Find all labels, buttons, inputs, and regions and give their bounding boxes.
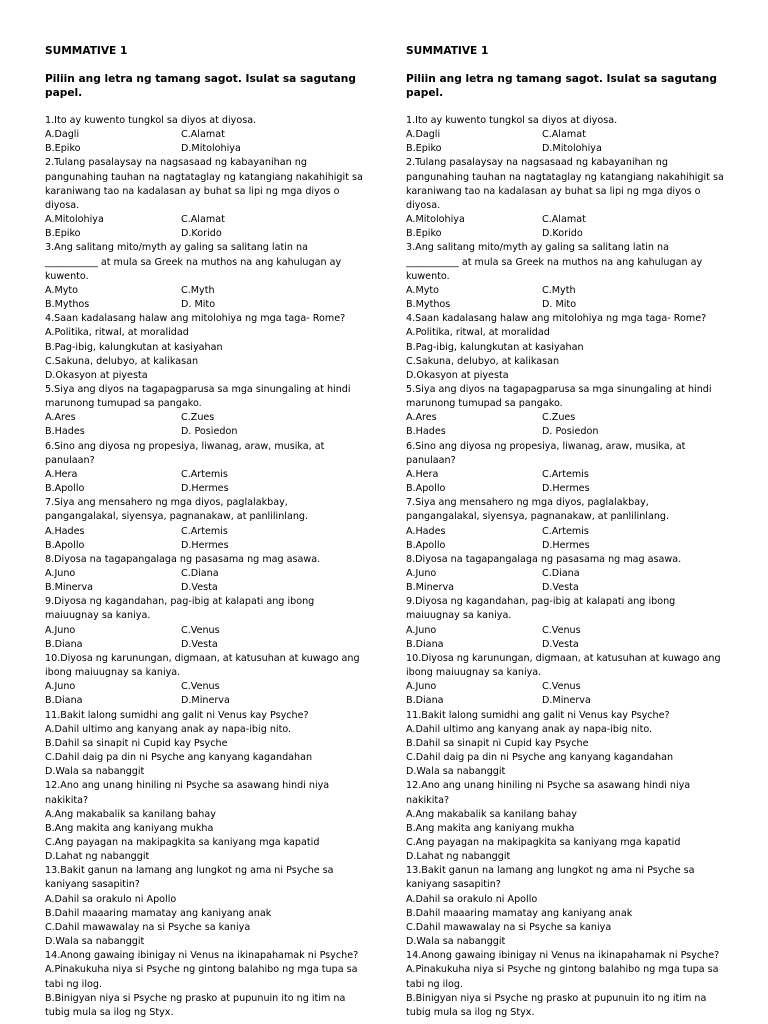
answer-option: A.Hades [45,525,85,537]
answer-option: B.Mythos [45,299,90,311]
answer-option: A.Dahil ultimo ang kanyang anak ay napa-ibig nito. [45,723,292,735]
answer-option: D.Hermes [181,483,229,495]
answer-option: C.Ang payagan na makipagkita sa kaniyang mga kapatid [45,836,320,848]
instructions: Piliin ang letra ng tamang sagot. Isulat sa sagutang papel. [45,73,356,99]
answer-option: D.Mitolohiya [181,143,241,155]
worksheet-title: SUMMATIVE 1 [406,45,489,57]
question-text: 9.Diyosa ng kagandahan, pag-ibig at kalapati ang ibong maiuugnay sa kaniya. [45,596,315,622]
answer-option: B.Hades [45,426,85,438]
answer-option: C.Zues [542,412,576,424]
question-text: 14.Anong gawaing ibinigay ni Venus na ikinapahamak ni Psyche? [45,950,359,962]
answer-option: B.Epiko [406,228,442,240]
answer-option: D.Vesta [542,582,579,594]
answer-option: B.Apollo [45,539,85,551]
answer-option: A.Myto [406,284,440,296]
question-text: 10.Diyosa ng karunungan, digmaan, at katusuhan at kuwago ang ibong maiuugnay sa kaniya. [45,652,360,679]
question-item [406,553,724,595]
answer-option: D.Vesta [181,582,218,594]
answer-option: C.Myth [542,284,576,296]
answer-option: A.Ang makabalik sa kanilang bahay [406,808,577,820]
answer-option: C.Venus [181,624,220,636]
option-row [406,680,724,694]
answer-option: C.Dahil daig pa din ni Psyche ang kanyang kagandahan [45,752,313,764]
option-row [406,298,724,312]
answer-option: C.Diana [542,568,580,579]
right-column [406,44,724,1020]
answer-option: B.Diana [45,638,83,650]
option-row [45,298,363,312]
answer-option: B.Minerva [45,582,94,594]
option-row [406,128,724,142]
option-row [45,425,363,439]
option-row [406,468,724,482]
option-row [45,638,363,652]
option-row [45,680,363,694]
answer-option: C.Artemis [542,525,589,537]
option-row [45,581,363,595]
option-row [406,482,724,496]
answer-option: A.Hera [406,468,439,480]
answer-option: C.Dahil mawawalay na si Psyche sa kaniya [406,921,612,933]
answer-option: A.Mitolohiya [45,214,104,226]
answer-option: B.Ang makita ang kaniyang mukha [406,822,575,834]
answer-option: B.Dahil sa sinapit ni Cupid kay Psyche [406,737,589,749]
question-text: 2.Tulang pasalaysay na nagsasaad ng kabayanihan ng pangunahing tauhan na nagtataglay ng katangiang nakahihigit sa karaniwang tao na kadalasan ay buhat sa lipi ng mga diyos o diyosa. [45,157,363,211]
question-item [406,312,724,383]
answer-option: D. Posiedon [542,426,599,438]
answer-option: B.Binigyan niya si Psyche ng prasko at pupunuin ito ng itim na tubig mula sa ilog ng Styx. [406,992,707,1018]
question-text: 1.Ito ay kuwento tungkol sa diyos at diyosa. [406,115,618,126]
option-row [406,213,724,227]
answer-option: B.Apollo [45,483,85,495]
answer-option: B.Dahil maaaring mamatay ang kaniyang anak [406,907,633,919]
answer-option: B.Minerva [406,582,455,594]
answer-option: D.Okasyon at piyesta [45,369,148,381]
answer-option: D.Vesta [542,638,579,650]
question-text: 8.Diyosa na tagapangalaga ng pasasama ng mag asawa. [406,553,682,565]
answer-option: C.Alamat [542,129,586,141]
option-row [406,525,724,539]
answer-option: C.Sakuna, delubyo, at kalikasan [406,355,560,367]
question-text: 4.Saan kadalasang halaw ang mitolohiya ng mga taga- Rome? [45,313,346,325]
question-text: 4.Saan kadalasang halaw ang mitolohiya ng mga taga- Rome? [406,313,707,325]
question-text: 12.Ano ang unang hiniling ni Psyche sa asawang hindi niya nakikita? [406,780,691,806]
answer-option: B.Pag-ibig, kalungkutan at kasiyahan [406,341,584,353]
answer-option: D.Hermes [542,539,590,551]
option-row [406,567,724,581]
question-text: 2.Tulang pasalaysay na nagsasaad ng kabayanihan ng pangunahing tauhan na nagtataglay ng katangiang nakahihigit sa karaniwang tao na kadalasan ay buhat sa lipi ng mga diyos o diyosa. [406,157,724,211]
answer-option: A.Juno [406,568,437,579]
option-row [406,425,724,439]
answer-option: D.Hermes [542,483,590,495]
answer-option: C.Venus [181,681,220,693]
answer-option: D.Lahat ng nabanggit [45,851,150,863]
answer-option: D. Mito [542,299,577,311]
answer-option: B.Diana [406,638,444,650]
question-item [45,949,363,1020]
option-row [406,624,724,638]
answer-option: D.Wala sa nabanggit [45,766,145,778]
question-item [45,440,363,497]
worksheet-title: SUMMATIVE 1 [45,45,128,57]
question-text: 6.Sino ang diyosa ng propesiya, liwanag, araw, musika, at panulaan? [45,440,325,466]
question-item [406,156,724,241]
option-row [45,142,363,156]
answer-option: A.Ares [45,412,76,424]
answer-option: A.Myto [45,284,79,296]
answer-option: C.Diana [181,568,219,579]
answer-option: C.Sakuna, delubyo, at kalikasan [45,355,199,367]
answer-option: A.Dahil sa orakulo ni Apollo [406,893,538,905]
question-item [45,709,363,780]
question-text: 12.Ano ang unang hiniling ni Psyche sa asawang hindi niya nakikita? [45,780,330,806]
option-row [406,638,724,652]
answer-option: A.Dahil ultimo ang kanyang anak ay napa-ibig nito. [406,723,653,735]
option-row [45,482,363,496]
option-row [45,411,363,425]
question-text: 1.Ito ay kuwento tungkol sa diyos at diyosa. [45,115,257,126]
answer-option: C.Alamat [542,214,586,226]
answer-option: C.Artemis [542,468,589,480]
answer-option: B.Diana [45,695,83,707]
answer-option: C.Dahil mawawalay na si Psyche sa kaniya [45,921,251,933]
option-row [406,581,724,595]
answer-option: A.Ang makabalik sa kanilang bahay [45,808,216,820]
option-row [45,567,363,581]
answer-option: D.Korido [542,228,583,240]
answer-option: C.Venus [542,624,581,636]
left-column [45,44,363,1020]
question-item [406,496,724,553]
answer-option: A.Hades [406,525,446,537]
question-item [406,779,724,864]
answer-option: D. Posiedon [181,426,238,438]
question-item [45,156,363,241]
answer-option: A.Juno [406,624,437,636]
option-row [406,284,724,298]
question-item [45,864,363,949]
answer-option: B.Ang makita ang kaniyang mukha [45,822,214,834]
answer-option: B.Mythos [406,299,451,311]
answer-option: C.Venus [542,681,581,693]
question-item [45,595,363,652]
answer-option: D.Korido [181,228,222,240]
option-row [45,227,363,241]
question-text: 7.Siya ang mensahero ng mga diyos, paglalakbay, pangangalakal, siyensya, pagnanakaw, at panlilinlang. [406,497,670,523]
question-item [45,553,363,595]
answer-option: B.Apollo [406,483,446,495]
answer-option: C.Artemis [181,468,228,480]
answer-option: A.Mitolohiya [406,214,465,226]
answer-option: C.Alamat [181,214,225,226]
question-text: 5.Siya ang diyos na tagapagparusa sa mga sinungaling at hindi marunong tumupad sa pangako. [406,383,712,410]
option-row [45,213,363,227]
answer-option: B.Epiko [45,228,81,240]
answer-option: A.Juno [406,681,437,693]
answer-option: B.Diana [406,695,444,707]
answer-option: D.Wala sa nabanggit [406,766,506,778]
question-text: 3.Ang salitang mito/myth ay galing sa salitang latin na ___________ at mula sa Greek na muthos na ang kahulugan ay kuwento. [45,242,342,282]
answer-option: D.Wala sa nabanggit [45,936,145,948]
question-item [406,241,724,312]
answer-option: D.Okasyon at piyesta [406,369,509,381]
answer-option: A.Dagli [45,129,80,141]
question-item [406,709,724,780]
option-row [406,539,724,553]
answer-option: A.Pinakukuha niya si Psyche ng gintong balahibo ng mga tupa sa tabi ng ilog. [406,964,719,990]
option-row [45,624,363,638]
question-item [45,114,363,156]
question-text: 13.Bakit ganun na lamang ang lungkot ng ama ni Psyche sa kaniyang sasapitin? [45,865,334,891]
question-item [406,652,724,709]
answer-option: D.Hermes [181,539,229,551]
answer-option: C.Alamat [181,129,225,141]
answer-option: A.Juno [45,624,76,636]
answer-option: D.Minerva [542,695,591,707]
option-row [45,468,363,482]
question-item [406,383,724,440]
answer-option: A.Politika, ritwal, at moralidad [45,327,189,339]
answer-option: A.Ares [406,412,437,424]
answer-option: A.Dagli [406,129,441,141]
question-text: 13.Bakit ganun na lamang ang lungkot ng ama ni Psyche sa kaniyang sasapitin? [406,865,695,891]
answer-option: A.Juno [45,681,76,693]
question-item [406,949,724,1020]
question-text: 10.Diyosa ng karunungan, digmaan, at katusuhan at kuwago ang ibong maiuugnay sa kaniya. [406,652,721,679]
answer-option: A.Juno [45,568,76,579]
answer-option: D.Mitolohiya [542,143,602,155]
option-row [406,142,724,156]
answer-option: B.Epiko [45,143,81,155]
question-item [45,312,363,383]
question-item [406,114,724,156]
question-text: 3.Ang salitang mito/myth ay galing sa salitang latin na ___________ at mula sa Greek na muthos na ang kahulugan ay kuwento. [406,242,703,282]
answer-option: B.Binigyan niya si Psyche ng prasko at pupunuin ito ng itim na tubig mula sa ilog ng Styx. [45,992,346,1018]
answer-option: A.Hera [45,468,78,480]
question-text: 9.Diyosa ng kagandahan, pag-ibig at kalapati ang ibong maiuugnay sa kaniya. [406,596,676,622]
answer-option: D. Mito [181,299,216,311]
question-text: 11.Bakit lalong sumidhi ang galit ni Venus kay Psyche? [406,709,670,721]
option-row [406,411,724,425]
answer-option: A.Politika, ritwal, at moralidad [406,327,550,339]
answer-option: C.Myth [181,284,215,296]
answer-option: B.Dahil sa sinapit ni Cupid kay Psyche [45,737,228,749]
question-item [45,241,363,312]
answer-option: B.Dahil maaaring mamatay ang kaniyang anak [45,907,272,919]
answer-option: B.Apollo [406,539,446,551]
option-row [45,539,363,553]
question-item [45,383,363,440]
question-item [406,864,724,949]
answer-option: C.Artemis [181,525,228,537]
answer-option: D.Vesta [181,638,218,650]
answer-option: B.Epiko [406,143,442,155]
question-text: 8.Diyosa na tagapangalaga ng pasasama ng mag asawa. [45,553,321,565]
option-row [45,128,363,142]
answer-option: C.Zues [181,412,215,424]
question-item [45,652,363,709]
option-row [45,694,363,708]
question-text: 5.Siya ang diyos na tagapagparusa sa mga sinungaling at hindi marunong tumupad sa pangako. [45,383,351,410]
answer-option: B.Hades [406,426,446,438]
question-text: 6.Sino ang diyosa ng propesiya, liwanag, araw, musika, at panulaan? [406,440,686,466]
question-text: 14.Anong gawaing ibinigay ni Venus na ikinapahamak ni Psyche? [406,950,720,962]
answer-option: C.Dahil daig pa din ni Psyche ang kanyang kagandahan [406,752,674,764]
question-item [45,496,363,553]
option-row [45,284,363,298]
answer-option: A.Dahil sa orakulo ni Apollo [45,893,177,905]
question-text: 7.Siya ang mensahero ng mga diyos, paglalakbay, pangangalakal, siyensya, pagnanakaw, at panlilinlang. [45,497,309,523]
answer-option: D.Wala sa nabanggit [406,936,506,948]
answer-option: D.Lahat ng nabanggit [406,851,511,863]
instructions: Piliin ang letra ng tamang sagot. Isulat sa sagutang papel. [406,73,717,99]
question-item [406,595,724,652]
answer-option: B.Pag-ibig, kalungkutan at kasiyahan [45,341,223,353]
answer-option: C.Ang payagan na makipagkita sa kaniyang mga kapatid [406,836,681,848]
option-row [406,694,724,708]
answer-option: D.Minerva [181,695,230,707]
question-item [45,779,363,864]
answer-option: A.Pinakukuha niya si Psyche ng gintong balahibo ng mga tupa sa tabi ng ilog. [45,964,358,990]
question-item [406,440,724,497]
option-row [406,227,724,241]
question-text: 11.Bakit lalong sumidhi ang galit ni Venus kay Psyche? [45,709,309,721]
option-row [45,525,363,539]
